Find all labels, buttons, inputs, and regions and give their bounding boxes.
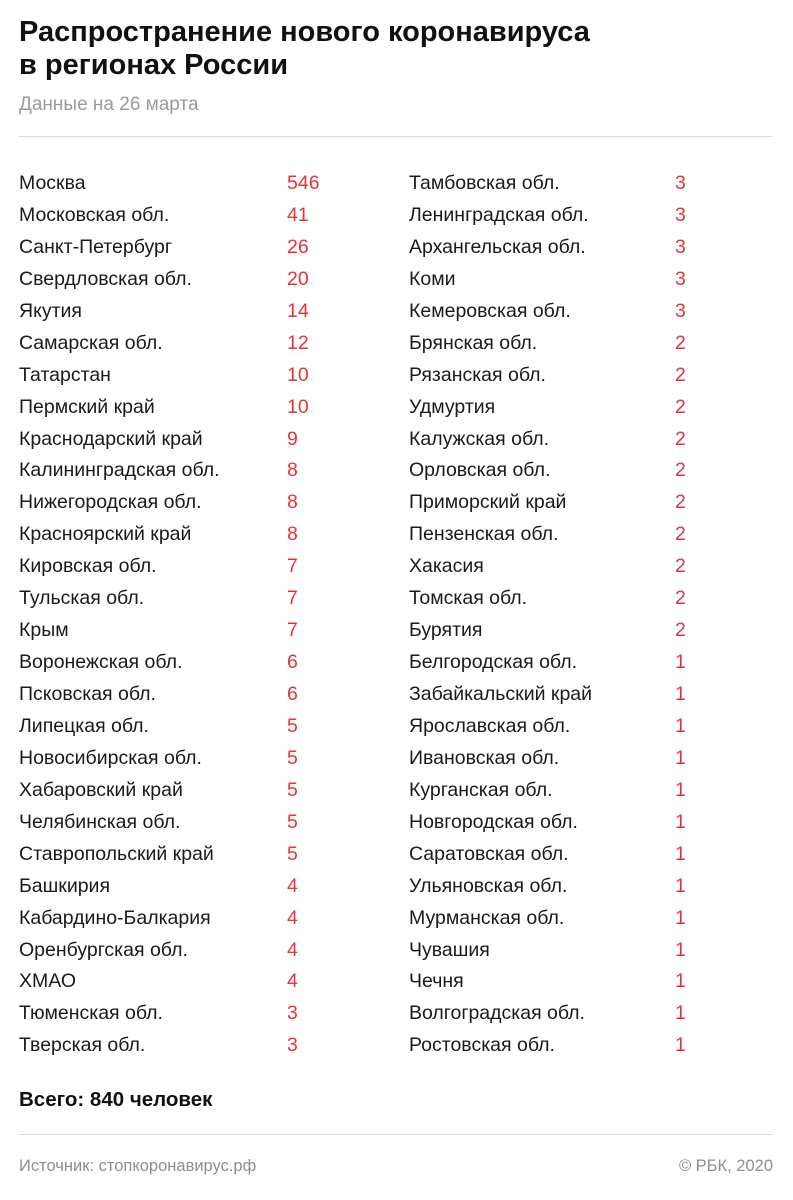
region-name: Кабардино-Балкария xyxy=(19,906,211,929)
region-name: Ленинградская обл. xyxy=(409,203,589,226)
region-name: Нижегородская обл. xyxy=(19,491,202,514)
region-name: Саратовская обл. xyxy=(409,842,569,865)
region-name: Москва xyxy=(19,172,86,194)
title-line-2: в регионах России xyxy=(19,49,289,81)
case-count: 14 xyxy=(287,299,309,322)
region-name: Орловская обл. xyxy=(409,459,551,482)
case-count: 8 xyxy=(287,459,298,482)
region-name: Липецкая обл. xyxy=(19,714,149,737)
region-name: Башкирия xyxy=(19,874,111,897)
case-count: 3 xyxy=(675,203,686,226)
table-row xyxy=(19,839,349,871)
table-row xyxy=(409,903,709,935)
region-name: Бурятия xyxy=(409,619,483,642)
case-count: 26 xyxy=(287,235,309,258)
case-count: 10 xyxy=(287,395,309,418)
table-row xyxy=(19,647,349,679)
case-count: 3 xyxy=(287,1002,298,1025)
page-subtitle: Данные на 26 марта xyxy=(19,94,199,115)
table-row xyxy=(409,424,709,456)
table-row xyxy=(19,711,349,743)
table-row xyxy=(409,551,709,583)
table-row xyxy=(409,839,709,871)
table-row xyxy=(19,775,349,807)
region-name: Кировская обл. xyxy=(19,555,157,578)
bottom-divider xyxy=(19,1134,772,1135)
case-count: 8 xyxy=(287,491,298,514)
case-count: 20 xyxy=(287,267,309,290)
case-count: 2 xyxy=(675,427,686,450)
region-name: Ставропольский край xyxy=(19,842,214,865)
table-row xyxy=(409,392,709,424)
table-row xyxy=(409,328,709,360)
copyright-note: © РБК, 2020 xyxy=(678,1157,773,1175)
region-name: Чувашия xyxy=(409,938,490,961)
case-count: 6 xyxy=(287,683,298,705)
region-name: Свердловская обл. xyxy=(19,267,192,290)
table-row xyxy=(19,296,349,328)
case-count: 5 xyxy=(287,842,298,865)
table-row xyxy=(19,807,349,839)
table-row xyxy=(19,679,349,711)
case-count: 7 xyxy=(287,619,298,642)
page-title xyxy=(19,16,759,82)
case-count: 4 xyxy=(287,906,298,929)
table-row xyxy=(19,264,349,296)
region-name: Татарстан xyxy=(19,363,111,386)
table-row xyxy=(409,807,709,839)
region-name: Новосибирская обл. xyxy=(19,746,202,769)
case-count: 1 xyxy=(675,970,686,993)
table-row xyxy=(19,935,349,967)
case-count: 2 xyxy=(675,331,686,354)
region-list-right xyxy=(409,168,709,1062)
table-row xyxy=(19,200,349,232)
region-list-left xyxy=(19,168,349,1062)
region-name: Московская обл. xyxy=(19,203,170,226)
case-count: 41 xyxy=(287,203,309,226)
region-name: Пермский край xyxy=(19,395,155,418)
region-name: Ярославская обл. xyxy=(409,714,571,737)
table-row xyxy=(409,679,709,711)
table-row xyxy=(19,1030,349,1062)
table-row xyxy=(19,966,349,998)
table-row xyxy=(409,583,709,615)
case-count: 4 xyxy=(287,874,298,897)
table-row xyxy=(19,168,349,200)
table-row xyxy=(409,711,709,743)
region-name: Хабаровский край xyxy=(19,778,183,801)
region-name: Ульяновская обл. xyxy=(409,874,568,897)
total-count: Всего: 840 человек xyxy=(19,1088,213,1111)
case-count: 2 xyxy=(675,459,686,482)
region-name: Мурманская обл. xyxy=(409,906,565,929)
region-name: Волгоградская обл. xyxy=(409,1002,585,1025)
region-name: Забайкальский край xyxy=(409,683,593,705)
table-row xyxy=(409,966,709,998)
case-count: 2 xyxy=(675,619,686,642)
table-row xyxy=(409,232,709,264)
case-count: 1 xyxy=(675,810,686,833)
table-row xyxy=(19,871,349,903)
table-row xyxy=(19,903,349,935)
table-row xyxy=(19,232,349,264)
top-divider xyxy=(19,136,772,137)
region-name: Удмуртия xyxy=(409,395,496,418)
case-count: 1 xyxy=(675,906,686,929)
case-count: 2 xyxy=(675,555,686,578)
case-count: 1 xyxy=(675,938,686,961)
case-count: 2 xyxy=(675,395,686,418)
table-row xyxy=(409,1030,709,1062)
table-row xyxy=(409,264,709,296)
region-name: Чечня xyxy=(409,970,464,993)
case-count: 5 xyxy=(287,714,298,737)
region-name: Якутия xyxy=(19,299,82,322)
case-count: 9 xyxy=(287,427,298,450)
table-row xyxy=(19,487,349,519)
region-name: Тверская обл. xyxy=(19,1034,146,1057)
table-row xyxy=(19,743,349,775)
case-count: 1 xyxy=(675,746,686,769)
case-count: 8 xyxy=(287,523,298,546)
table-row xyxy=(409,871,709,903)
table-row xyxy=(19,360,349,392)
case-count: 5 xyxy=(287,810,298,833)
table-row xyxy=(409,647,709,679)
region-name: Курганская обл. xyxy=(409,778,553,801)
region-name: Крым xyxy=(19,619,69,642)
case-count: 1 xyxy=(675,714,686,737)
case-count: 12 xyxy=(287,331,309,354)
table-row xyxy=(409,360,709,392)
table-row xyxy=(19,455,349,487)
case-count: 7 xyxy=(287,587,298,610)
case-count: 3 xyxy=(675,267,686,290)
table-row xyxy=(409,200,709,232)
case-count: 2 xyxy=(675,587,686,610)
case-count: 1 xyxy=(675,651,686,674)
table-row xyxy=(19,392,349,424)
region-name: Кемеровская обл. xyxy=(409,299,571,322)
case-count: 1 xyxy=(675,1002,686,1025)
table-row xyxy=(409,615,709,647)
case-count: 546 xyxy=(287,172,320,194)
region-name: Хакасия xyxy=(409,555,484,578)
region-name: Рязанская обл. xyxy=(409,363,546,386)
region-name: Ивановская обл. xyxy=(409,746,560,769)
case-count: 2 xyxy=(675,363,686,386)
source-note: Источник: стопкоронавирус.рф xyxy=(19,1157,257,1175)
region-name: Санкт-Петербург xyxy=(19,235,172,258)
case-count: 2 xyxy=(675,491,686,514)
case-count: 1 xyxy=(675,1034,686,1057)
table-row xyxy=(409,743,709,775)
table-row xyxy=(19,519,349,551)
region-name: ХМАО xyxy=(19,970,76,993)
case-count: 2 xyxy=(675,523,686,546)
table-row xyxy=(409,296,709,328)
case-count: 3 xyxy=(675,235,686,258)
table-row xyxy=(409,775,709,807)
table-row xyxy=(19,615,349,647)
region-name: Новгородская обл. xyxy=(409,810,578,833)
case-count: 3 xyxy=(675,172,686,194)
region-name: Ростовская обл. xyxy=(409,1034,555,1057)
region-name: Томская обл. xyxy=(409,587,528,610)
case-count: 5 xyxy=(287,778,298,801)
case-count: 5 xyxy=(287,746,298,769)
table-row xyxy=(409,168,709,200)
table-row xyxy=(409,455,709,487)
region-name: Тюменская обл. xyxy=(19,1002,163,1025)
table-row xyxy=(19,328,349,360)
region-name: Пензенская обл. xyxy=(409,523,559,546)
case-count: 4 xyxy=(287,970,298,993)
table-row xyxy=(409,935,709,967)
title-line-1: Распространение нового коронавируса xyxy=(19,16,590,48)
table-row xyxy=(409,487,709,519)
case-count: 10 xyxy=(287,363,309,386)
table-row xyxy=(19,583,349,615)
case-count: 1 xyxy=(675,874,686,897)
region-name: Челябинская обл. xyxy=(19,810,181,833)
table-row xyxy=(19,551,349,583)
table-row xyxy=(409,998,709,1030)
region-name: Тульская обл. xyxy=(19,587,145,610)
table-row xyxy=(19,424,349,456)
case-count: 4 xyxy=(287,938,298,961)
region-name: Приморский край xyxy=(409,491,567,514)
case-count: 1 xyxy=(675,778,686,801)
region-name: Воронежская обл. xyxy=(19,651,183,674)
case-count: 6 xyxy=(287,651,298,674)
region-name: Брянская обл. xyxy=(409,331,538,354)
case-count: 3 xyxy=(675,299,686,322)
table-row xyxy=(409,519,709,551)
table-row xyxy=(19,998,349,1030)
case-count: 1 xyxy=(675,683,686,705)
region-name: Тамбовская обл. xyxy=(409,172,560,194)
region-name: Белгородская обл. xyxy=(409,651,578,674)
case-count: 1 xyxy=(675,842,686,865)
region-name: Калининградская обл. xyxy=(19,459,220,482)
region-name: Архангельская обл. xyxy=(409,235,586,258)
case-count: 7 xyxy=(287,555,298,578)
region-name: Оренбургская обл. xyxy=(19,938,188,961)
region-name: Краснодарский край xyxy=(19,427,203,450)
region-name: Коми xyxy=(409,267,456,290)
region-name: Красноярский край xyxy=(19,523,192,546)
region-name: Псковская обл. xyxy=(19,683,156,705)
case-count: 3 xyxy=(287,1034,298,1057)
region-name: Калужская обл. xyxy=(409,427,550,450)
region-name: Самарская обл. xyxy=(19,331,163,354)
